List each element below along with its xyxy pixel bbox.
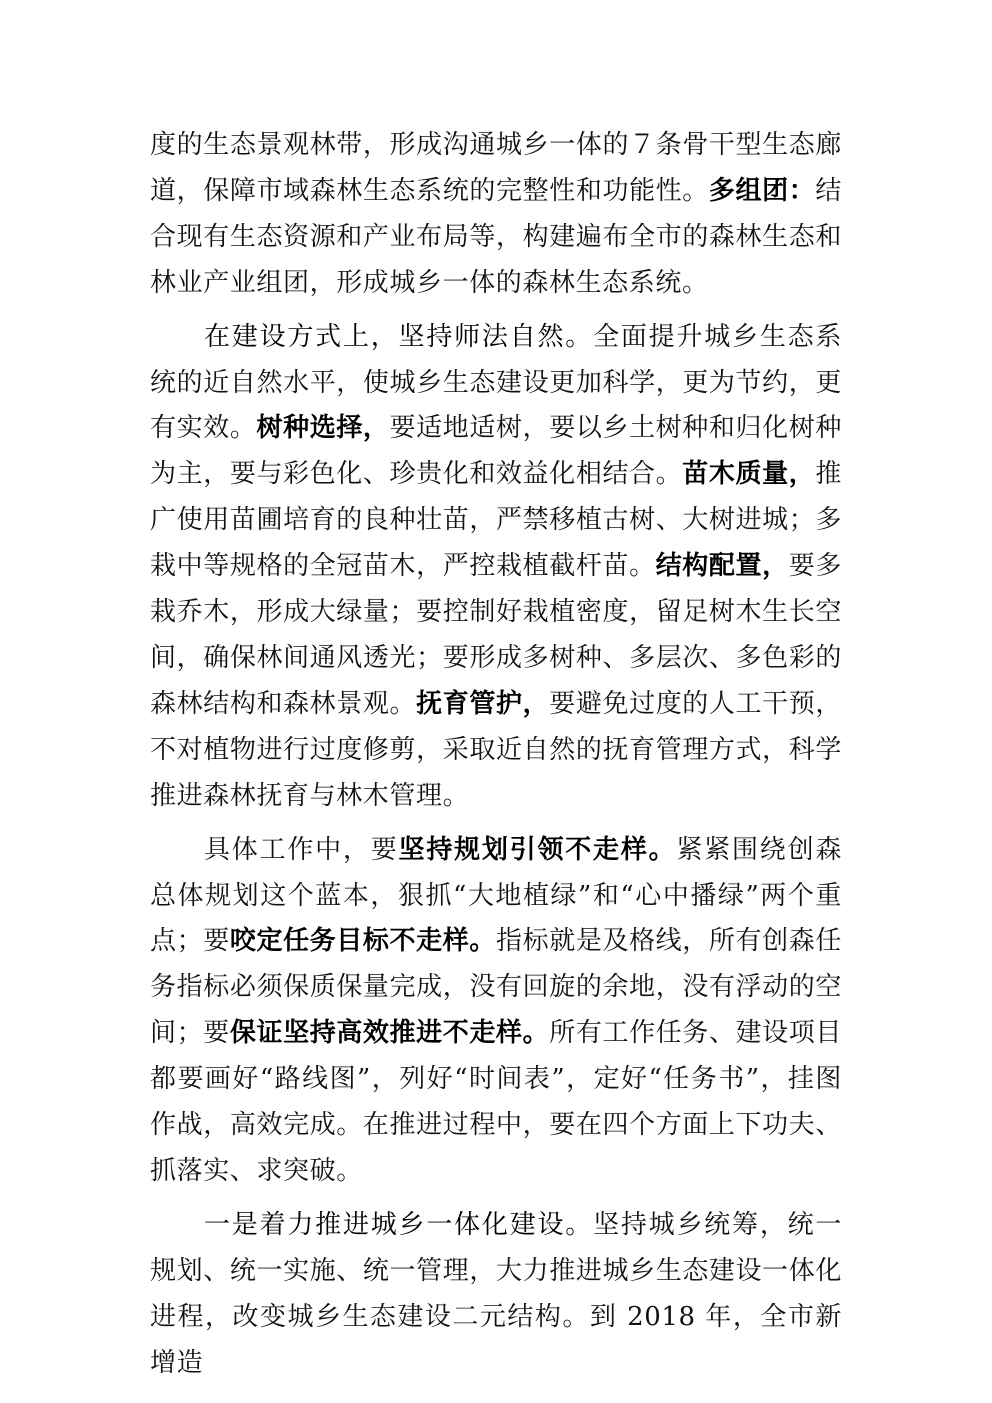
document-page	[150, 123, 842, 1386]
text-run: 要避免过度的人工干预，不对植物进行过度修剪，采取近自然的抚育管理方式，科学推进森林抚育与林木管理。	[150, 688, 842, 811]
text-run: 坚持城乡统筹，统一规划、统一实施、统一管理，大力推进城乡生态建设一体化进程，改变城乡生态建设二元结构。到 2018 年，全市新增造	[150, 1209, 843, 1378]
text-run: 要适地适树，要以乡土树种和归化树种为主，要与彩色化、珍贵化和效益化相结合。	[150, 413, 842, 490]
paragraph-lead: 在建设方式上，坚持师法自然。	[204, 321, 594, 352]
bold-heading-planning: 坚持规划引领不走样。	[398, 834, 677, 865]
paragraph-2	[150, 315, 842, 820]
paragraph-lead: 一是着力推进城乡一体化建设。	[204, 1209, 594, 1240]
bold-heading-tending: 抚育管护，	[416, 688, 550, 719]
text-run: 度的生态景观林带，形成沟通城乡一体的７条骨干型生态廊道，保障市域森林生态系统的完整性和功能性。	[150, 130, 842, 206]
text-run: 全面提升城乡生态系统的近自然水平，使城乡生态建设更加科学，更为节约，更有实效。	[150, 321, 843, 444]
text-run: 结合现有生态资源和产业布局等，构建遍布全市的森林生态和林业产业组团，形成城乡一体的森林生态系统。	[150, 175, 842, 298]
paragraph-3	[150, 828, 842, 1195]
bold-heading-targets: 咬定任务目标不走样。	[229, 926, 496, 957]
bold-heading-seedling-quality: 苗木质量，	[682, 459, 816, 490]
bold-heading-efficiency: 保证坚持高效推进不走样。	[229, 1018, 550, 1049]
bold-heading-tree-species: 树种选择，	[256, 413, 390, 444]
bold-heading-structure: 结构配置，	[655, 551, 789, 582]
bold-heading-multi-group: 多组团：	[708, 175, 816, 206]
text-run: 紧紧围绕创森总体规划这个蓝本，狠抓“大地植绿”和“心中播绿”两个重点；要	[150, 834, 842, 957]
paragraph-4	[150, 1203, 842, 1387]
text-run: 指标就是及格线，所有创森任务指标必须保质保量完成，没有回旋的余地，没有浮动的空间；要	[150, 926, 842, 1049]
text-run: 所有工作任务、建设项目都要画好“路线图”，列好“时间表”，定好“任务书”，挂图作战，高效完成。在推进过程中，要在四个方面上下功夫、抓落实、求突破。	[150, 1018, 843, 1186]
text-run: 具体工作中，要	[204, 834, 399, 865]
text-run: 要多栽乔木，形成大绿量；要控制好栽植密度，留足树木生长空间，确保林间通风透光；要形成多树种、多层次、多色彩的森林结构和森林景观。	[150, 551, 842, 719]
paragraph-1	[150, 123, 842, 307]
text-run: 推广使用苗圃培育的良种壮苗，严禁移植古树、大树进城；多栽中等规格的全冠苗木，严控栽植截杆苗。	[150, 459, 842, 582]
